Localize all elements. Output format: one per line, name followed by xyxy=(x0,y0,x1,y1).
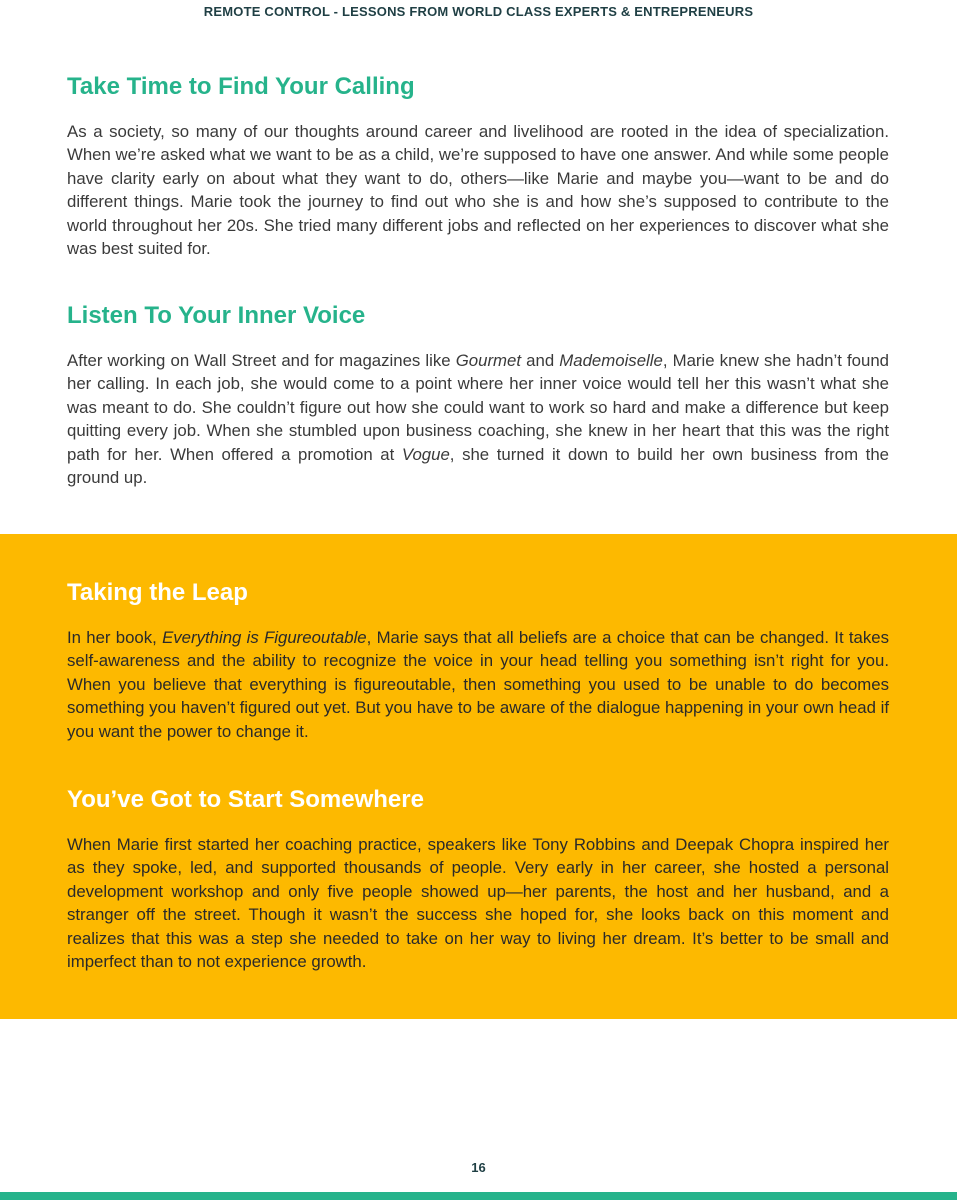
magazine-title: Mademoiselle xyxy=(559,351,663,370)
section-heading: You’ve Got to Start Somewhere xyxy=(67,786,424,813)
running-header: REMOTE CONTROL - LESSONS FROM WORLD CLASS EXPERTS & ENTREPRENEURS xyxy=(203,4,754,19)
body-text-run: In her book, xyxy=(67,628,163,647)
highlight-band xyxy=(0,534,957,1019)
section-body xyxy=(67,349,889,489)
magazine-title: Gourmet xyxy=(455,351,522,370)
body-text-run: and xyxy=(521,351,560,370)
section-start-somewhere xyxy=(67,785,889,973)
footer-accent-bar xyxy=(0,1192,957,1200)
section-find-your-calling xyxy=(67,72,889,260)
page-number: 16 xyxy=(471,1160,486,1175)
section-body: When Marie first started her coaching practice, speakers like Tony Robbins and Deepak Chopra inspired her as they spoke, led, and supported thousands of people. Very early in her career, she hosted a personal development workshop and only five people showed up—her parents, the host and her husband, and a stranger off the street. Though it wasn’t the success she hoped for, she looks back on this moment and realizes that this was a step she needed to take on her way to living her dream. It’s better to be small and imperfect than to not experience growth. xyxy=(67,835,889,972)
section-taking-the-leap xyxy=(67,578,889,743)
section-inner-voice xyxy=(67,301,889,489)
section-heading: Take Time to Find Your Calling xyxy=(67,73,415,100)
section-body: As a society, so many of our thoughts around career and livelihood are rooted in the idea of specialization. When we’re asked what we want to be as a child, we’re supposed to have one answer. And while some people have clarity early on about what they want to do, others—like Marie and maybe you—want to be and do different things. Marie took the journey to find out who she is and how she’s supposed to contribute to the world throughout her 20s. She tried many different jobs and reflected on her experiences to discover what she was best suited for. xyxy=(67,122,889,259)
body-text-run: , Marie says that all beliefs are a choice that can be changed. It takes self-awareness and the ability to recognize the voice in your head telling you something isn’t right for you. When you believe that everything is figureoutable, then something you used to be unable to do becomes something you haven’t figured out yet. But you have to be aware of the dialogue happening in your own head if you want the power to change it. xyxy=(67,628,889,741)
body-text-run: , Marie knew she hadn’t found her calling. In each job, she would come to a point where her inner voice would tell her this wasn’t what she was meant to do. She couldn’t figure out how she could want to work so hard and make a difference but keep quitting every job. When she stumbled upon business coaching, she knew in her heart that this was the right path for her. When offered a promotion at xyxy=(67,351,889,464)
body-text-run: After working on Wall Street and for magazines like xyxy=(67,351,456,370)
book-title: Everything is Figureoutable xyxy=(162,628,367,647)
section-heading: Listen To Your Inner Voice xyxy=(67,302,366,329)
body-text-run: , she turned it down to build her own business from the ground up. xyxy=(67,444,889,488)
section-heading: Taking the Leap xyxy=(67,579,248,606)
section-body xyxy=(67,626,889,743)
magazine-title: Vogue xyxy=(401,444,450,464)
